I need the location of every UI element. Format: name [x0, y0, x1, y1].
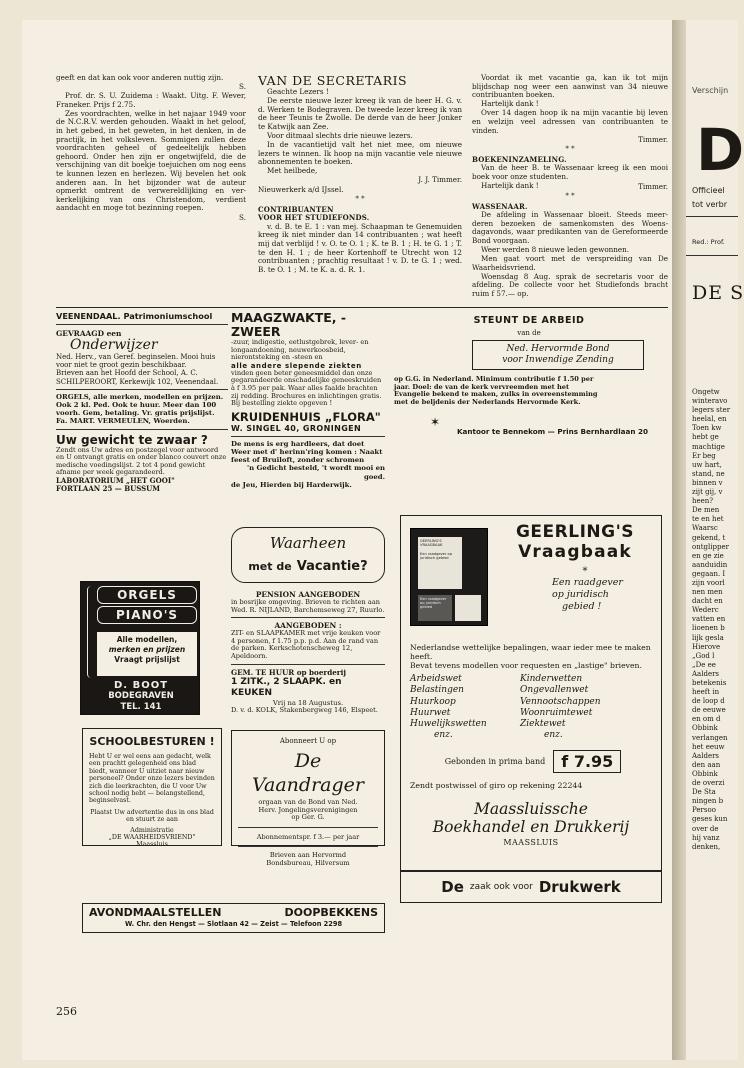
secretaris-para-2: Voor ditmaal slechts drie nieuwe lezers.	[267, 130, 413, 140]
geerling-topic: Huurwet	[410, 707, 451, 718]
steunt-symbol: ✶	[430, 414, 441, 429]
maag-bold: alle andere slepende ziekten	[231, 361, 362, 370]
maag-p2: vinden geen beter geneesmiddel dan onze gegarandeerde onschadelijke geneeskruiden à f 3.95 per pak. Waar alles faalde brachten zij redding. Brochures en inlichtingen gratis. Bij bestelling ziekte opgeven !	[231, 368, 382, 408]
right-rule	[686, 216, 738, 217]
vacantie-l1: Waarheen	[269, 534, 347, 552]
right-text-line: binnen v	[692, 478, 723, 487]
school-head: SCHOOLBESTUREN !	[89, 735, 215, 748]
vaandrager-prijs: Abonnementspr. f 3.— per jaar	[256, 832, 360, 841]
rule	[56, 429, 228, 430]
geerling-zendt: Zendt postwissel of giro op rekening 22244	[410, 780, 583, 790]
right-heading: DE S	[692, 282, 744, 304]
veenendaal-body-2: Brieven aan het Hoofd der School, A. C. SCHILPEROORT, Kerkewijk 102, Veenendaal.	[56, 369, 219, 386]
steunt-bond-box	[472, 340, 644, 370]
right-text-line: legers ster	[692, 406, 731, 415]
rule	[231, 436, 385, 437]
right-text-line: Toen kw	[692, 424, 722, 433]
right-text-line: gegaan. I	[692, 569, 726, 578]
gem-body: D. v. d. KOLK, Stakenbergweg 146, Elspeet.	[231, 705, 378, 714]
geerling-sub-3: gebied !	[562, 601, 602, 612]
right-text-line: betekenis	[692, 679, 727, 687]
right-text-line: winteravo	[692, 397, 728, 406]
boot-city: BODEGRAVEN	[108, 691, 174, 701]
hardleers-p2: 'n Gedicht besteld, 't wordt mooi en goed.	[246, 464, 385, 481]
dank-1: Hartelijk dank !	[481, 99, 539, 109]
studiefonds-heading: VOOR HET STUDIEFONDS.	[258, 213, 370, 223]
section-divider	[56, 307, 668, 308]
boot-name: D. BOOT	[113, 680, 169, 691]
right-text-line: hij vanz	[692, 833, 720, 842]
right-officieel-1: Officieel	[692, 186, 725, 195]
gewicht-head: Uw gewicht te zwaar ?	[56, 432, 208, 447]
right-text-line: Obbink	[692, 769, 718, 778]
boekeninzameling-heading: BOEKENINZAMELING.	[472, 154, 567, 164]
book-tag-text: Een raadgever op juridisch gebied	[420, 597, 447, 609]
geerling-topic: Woonruimtewet	[520, 707, 593, 718]
secretaris-heil: Met heilbede,	[267, 166, 318, 176]
vermeulen-sig: Fa. MART. VERMEULEN, Woerden.	[56, 417, 190, 426]
right-text-line: den aan	[692, 760, 721, 769]
secretaris-para-3: In de vacantietijd valt het niet mee, om nieuwe lezers te winnen. Ik hoop na mijn vacantie vele nieuwe abonnementen te boeken.	[258, 140, 462, 167]
col3-sig-2: Timmer.	[638, 181, 668, 191]
right-text-line: De Sta	[692, 788, 716, 797]
vacantie-l2a: met de	[248, 560, 292, 573]
right-text-line: Aalders	[692, 669, 720, 678]
boot-tel: TEL. 141	[120, 702, 162, 712]
right-text-line: denken,	[692, 842, 721, 851]
boot-ornament	[87, 586, 95, 678]
vaandrager-abonneert: Abonneert U op	[279, 737, 337, 745]
rule	[231, 617, 385, 618]
book-label-small: Een raadgever op juridisch gebied	[420, 551, 452, 561]
right-masthead-letter: D	[696, 116, 744, 184]
pension-head: PENSION AANGEBODEN	[255, 590, 361, 599]
maassluis-city: MAASSLUIS	[503, 838, 559, 847]
right-text-line: zijn voorl	[692, 578, 725, 587]
rule	[56, 324, 228, 325]
gem-date: Vrij na 18 Augustus.	[272, 698, 344, 707]
veenendaal-body: Ned. Herv., van Geref. beginselen. Mooi huis voor niet te groot gezin beschikbaar.	[56, 353, 216, 370]
rule	[56, 389, 228, 390]
steunt-head: STEUNT DE ARBEID	[473, 315, 585, 326]
wassenaar-para-4: Woensdag 8 Aug. sprak de secretaris voor de afdeling. De collecte voor het Studiefonds bracht ruim f 57.— op.	[472, 271, 668, 299]
right-text-line: lioenen b	[692, 624, 725, 633]
right-text-line: vatten en	[692, 615, 726, 624]
school-p2: Plaatst Uw advertentie dus in ons blad en stuurt ze aan	[90, 808, 214, 824]
secretaris-column-cont	[472, 74, 668, 299]
vaandrager-title: De Vaandrager	[252, 750, 364, 797]
geerling-topic: enz.	[544, 730, 563, 741]
school-city: Maassluis	[136, 841, 168, 849]
ad-drukwerk	[400, 871, 662, 903]
right-text-line: Persoo	[692, 806, 716, 815]
wassenaar-para-3: Men gaat voort met de verspreiding van De Waarheidsvriend.	[472, 254, 668, 272]
right-text-line: de loop d	[692, 697, 725, 706]
gem-big: 1 ZITK., 2 SLAAPK. en KEUKEN	[231, 676, 342, 698]
veenendaal-role: Onderwijzer	[70, 337, 158, 353]
geerling-topic: Huurkoop	[410, 696, 456, 707]
right-page-fragment	[686, 20, 744, 1060]
geerling-topic: Belastingen	[410, 685, 464, 696]
secretaris-para-1: De eerste nieuwe lezer kreeg ik van de heer H. G. v. d. Werken te Bodegraven. De tweede lezer kreeg ik van de heer Teunis te Zwolle. De derde van de heer Jonker te Katwijk aan Zee.	[258, 96, 462, 131]
right-text-line: ningen b	[692, 797, 724, 806]
right-text-line: Er beg	[692, 451, 716, 460]
right-text-line: de overzi	[692, 779, 725, 788]
right-text-line: en ge zie	[692, 551, 724, 560]
geerling-gebonden: Gebonden in prima band	[444, 756, 546, 766]
steunt-bond-2: voor Inwendige Zending	[502, 355, 614, 366]
contribuanten-heading: CONTRIBUANTEN	[258, 204, 334, 214]
right-text-line: De men	[692, 506, 720, 515]
hardleers-p3: de Jeu, Hierden bij Harderwijk.	[231, 480, 352, 489]
right-text-line: Aalders	[692, 751, 720, 760]
ad-schoolbesturen	[82, 728, 222, 849]
gewicht-sig-2: FORTLAAN 25 — BUSSUM	[56, 484, 161, 494]
avond-sub: W. Chr. den Hengst — Slotlaan 42 — Zeist — Telefoon 2298	[124, 920, 343, 928]
right-text-line: lijk gesla	[692, 633, 724, 642]
col3-stars-2: * *	[565, 191, 575, 200]
right-text-line: machtige	[692, 442, 725, 451]
right-officieel-2: tot verbr	[692, 200, 728, 209]
right-text-line: verlangen	[692, 733, 728, 742]
secretaris-stars: * *	[355, 194, 365, 203]
pension-body: in bosrijke omgeving. Brieven te richten aan Wed. R. NIJLAND, Barchemseweg 27, Ruurlo.	[231, 598, 385, 614]
right-text-line: ontglipper	[692, 542, 729, 551]
geerling-topic: enz.	[434, 730, 453, 741]
boot-panel	[97, 632, 197, 676]
drukwerk-word: Drukwerk	[538, 878, 621, 896]
right-text-line: hebt ge	[692, 433, 719, 442]
review-para-2: Zes voordrachten, welke in het najaar 1949 voor de N.C.R.V. werden gehouden. Waakt in het geloof, in het gebed, in het geweten, in het denken, in de practijk, in het volksleven. Sommigen zullen deze voordrachten geheel of gedeeltelijk hebben gehoord. Onder hen zijn er ongetwijfeld, die de verschijning van dit boekje toejuichen om nog eens te kunnen lezen en herlezen. Wij bevelen het ook anderen aan. In het bijzonder wat de auteur opmerkt omtrent de verwereldlijking en verkerkelijking van ons Christendom, verdient aandacht en moge tot bezinning roepen.	[56, 108, 246, 213]
gewicht-body: Zendt ons Uw adres en postzegel voor antwoord en U ontvangt gratis en onder blanco couvert onze medische voedingslijst. 2 tot 4 pond gewicht afname per week gegarandeerd.	[56, 445, 227, 477]
secretaris-title: VAN DE SECRETARIS	[258, 73, 408, 88]
right-text-line: de eeuwe	[692, 706, 726, 715]
page-gutter	[672, 20, 686, 1060]
ad-vacantie	[231, 527, 385, 583]
right-text-line: „De ee	[692, 660, 716, 669]
vermeulen-body: ORGELS, alle merken, modellen en prijzen. Ook 2 kl. Ped. Ook te huur. Meer dan 100 voorh. Gem, betaling. Vr. gratis prijslijst.	[56, 392, 224, 418]
aangeboden-body: ZIT- en SLAAPKAMER met vrije keuken voor 4 personen, f 1.75 p.p. p.d. Aan de rand van de parken. Kerkschotenscheweg 12, Apeldoorn.	[231, 629, 381, 660]
geerling-title-2: Vraagbaak	[518, 542, 632, 562]
ad-veenendaal	[56, 311, 228, 493]
rule	[238, 827, 378, 828]
page-number: 256	[56, 1005, 77, 1018]
geerling-p1: Nederlandse wettelijke bepalingen, waar ieder mee te maken heeft.	[410, 643, 651, 661]
geerling-p2: Bevat tevens modellen voor requesten en „lastige" brieven.	[410, 661, 642, 670]
boot-l1: Alle modellen,	[116, 635, 178, 644]
book-cover-image	[410, 528, 488, 626]
secretaris-salute: Geachte Lezers !	[267, 87, 329, 96]
right-rule-2	[686, 255, 738, 256]
gem-head: GEM. TE HUUR op boerderij	[231, 667, 346, 677]
book-label	[418, 537, 462, 589]
right-text-line: zijt gij, v	[692, 488, 723, 497]
geerling-body	[410, 643, 656, 790]
geerling-sub-2: op juridisch	[552, 589, 609, 600]
wassenaar-para-1: De afdeling in Wassenaar bloeit. Steeds meerderen bezoeken de samenkomsten des Woensdagavonds, waar predikanten van de Gereformeerde Bond voorgaan.	[472, 210, 668, 245]
col3-stars-1: * *	[565, 144, 575, 153]
secretaris-column	[258, 74, 462, 275]
geerling-topics-left	[410, 674, 520, 742]
geerling-price: f 7.95	[553, 750, 621, 773]
avond-right: DOOPBEKKENS	[284, 906, 378, 919]
right-text-line: heeft in	[692, 688, 720, 697]
aangeboden-head: AANGEBODEN :	[274, 621, 342, 631]
right-text-line: te en het	[692, 515, 724, 524]
geerling-topic: Huwelijkswetten	[410, 719, 487, 730]
geerling-title-1: GEERLING'S	[515, 522, 635, 542]
boot-orgels-scroll: ORGELS	[97, 586, 197, 604]
right-text-line: Wederc	[692, 606, 719, 615]
right-text-line: Hierove	[692, 642, 721, 651]
maag-addr: W. SINGEL 40, GRONINGEN	[231, 423, 362, 433]
maag-flora: KRUIDENHUIS „FLORA"	[231, 409, 381, 424]
gewicht-sig-1: LABORATORIUM „HET GOOI"	[56, 476, 175, 485]
review-sig-2: S.	[239, 212, 246, 222]
right-text-line: heen?	[692, 497, 714, 506]
school-name: „DE WAARHEIDSVRIEND"	[108, 834, 196, 842]
review-para-1: geeft en dat kan ook voor anderen nuttig zijn.	[56, 73, 224, 82]
adressen-para: Over 14 dagen hoop ik na mijn vacantie bij leven en welzijn veel adressen van contribuanten te vinden.	[472, 108, 668, 135]
school-p1: Hebt U er wel eens aan gedacht, welk een prachtt gelegenheid ons blad biedt, wanneer U uitziet naar nieuw personeel? Onder onze lezers bevinden zich die leerkrachten, die U voor Uw school nodig hebt — belangstellend, beginselvast.	[89, 753, 215, 805]
geerling-star: *	[582, 566, 588, 577]
ad-maagzwakte	[231, 311, 385, 489]
maassluis-name: Maassluissche	[474, 800, 588, 818]
right-text-line: heelal, en	[692, 415, 727, 424]
steunt-body: op G.G. in Nederland. Minimum contributie f 1.50 per jaar. Doel: de van de kerk vervreemden met het Evangelie bekend te maken, zulks in overeenstemming met de beljdenis der Nederlands Hervormde Kerk.	[394, 375, 598, 406]
ad-steunt-de-arbeid	[394, 311, 664, 436]
contribuanten-para: v. d. B. te E. 1 : van mej. Schaapman te Genemuiden kreeg ik niet minder dan 14 contribuanten ; wat heeft mij dat verblijd ! v. O. te O. 1 ; K. te B. 1 ; H. te G. 1 ; T. te den H. 1 ; de heer Kortenhoff te Utrecht won 12 contribuanten ; prachtig resultaat ! v. D. te G. 1 ; wed. B. te O. 1 ; M. te K. a. d. R. 1.	[258, 221, 462, 274]
right-text-line: uw hart,	[692, 460, 722, 469]
dank-2: Hartelijk dank !	[481, 181, 539, 191]
geerling-topic: Vennootschappen	[520, 696, 601, 707]
rule	[238, 846, 378, 847]
geerling-topic: Ziektewet	[520, 719, 566, 730]
right-text-line: het eeuw	[692, 742, 725, 751]
boot-l3: Vraagt prijslijst	[114, 655, 180, 664]
steunt-vande: van de	[517, 329, 541, 337]
geerling-sub-1: Een raadgever	[552, 577, 623, 588]
veenendaal-head: VEENENDAAL. Patrimoniumschool	[56, 311, 213, 321]
veenendaal-gevraagd: GEVRAAGD een	[56, 329, 122, 338]
vaandrager-brieven: Brieven aan Hervormd Bondsbureau, Hilversum	[266, 851, 350, 867]
ad-pension	[231, 590, 385, 714]
maag-head: MAAGZWAKTE, -ZWEER	[231, 310, 347, 339]
secretaris-place: Nieuwerkerk a/d IJssel.	[258, 184, 344, 194]
ad-vaandrager	[231, 730, 385, 867]
ad-boot-orgels	[80, 581, 200, 715]
right-text-line: stand, ne	[692, 469, 725, 478]
right-text-line: nen men	[692, 588, 723, 597]
avond-left: AVONDMAALSTELLEN	[89, 906, 222, 919]
right-text-line: gekend, t	[692, 533, 726, 542]
right-text-line: dacht en	[692, 597, 723, 606]
ad-avondmaalstellen	[82, 903, 385, 933]
vacantie-para: Voordat ik met vacantie ga, kan ik tot mijn blijdschap nog weer een aanwinst van 34 nieuwe contribuanten boeken.	[472, 73, 668, 100]
steunt-kantoor: Kantoor te Bennekom — Prins Bernhardlaan 20	[456, 426, 648, 436]
right-text-line: „God l	[692, 651, 715, 660]
geerling-topic: Arbeidswet	[410, 674, 462, 684]
hardleers-p1: De mens is erg hardleers, dat doet Weer met d' herinn'ring komen : Naakt feest of Bruiloft, zonder schromen	[231, 439, 383, 465]
steunt-bond-1: Ned. Hervormde Bond	[506, 344, 610, 355]
review-sig-1: S.	[239, 82, 246, 92]
right-text-line: geses kun	[692, 815, 728, 824]
school-admin: Administratie	[130, 826, 174, 834]
review-column	[56, 74, 246, 223]
vaandrager-body: orgaan van de Bond van Ned. Herv. Jongelingsverenigingen op Ger. G.	[258, 798, 358, 822]
right-text-column	[692, 388, 730, 852]
wassenaar-heading: WASSENAAR.	[472, 201, 528, 211]
right-text-line: Waarsc	[692, 524, 718, 533]
right-red: Red.: Prof.	[692, 238, 725, 246]
geerling-price-row	[410, 750, 656, 773]
secretaris-sig: J. J. Timmer.	[418, 175, 462, 185]
right-text-line: over de	[692, 824, 719, 833]
geerling-topic: Ongevallenwet	[520, 685, 589, 696]
wassenaar-para-2: Weer werden 8 nieuwe leden gewonnen.	[481, 245, 630, 255]
rule	[231, 664, 385, 665]
book-label-text: GEERLING'S VRAAGBAAK	[420, 539, 443, 548]
book-tag	[418, 595, 452, 621]
boot-pianos-scroll: PIANO'S	[97, 606, 197, 624]
maassluis-boekhandel: Boekhandel en Drukkerij	[432, 818, 630, 836]
geerling-title-block	[500, 522, 650, 613]
drukwerk-zaak: zaak ook voor	[469, 882, 533, 892]
vacantie-l2b: Vacantie?	[296, 559, 368, 574]
drukwerk-de: De	[441, 878, 464, 896]
geerling-topics-right	[520, 674, 650, 742]
geerling-topics	[410, 674, 656, 742]
maag-p1: -zuur, indigestie, eetlustgebrek, lever- en longaandoening, neuwerkoosbeid, nierontsteking en -steen en	[231, 338, 369, 362]
maassluis-block	[400, 800, 662, 860]
boekeninzameling-para: Van de heer B. te Wassenaar kreeg ik een mooi boek voor onze studenten.	[472, 163, 668, 181]
review-title: Prof. dr. S. U. Zuidema : Waakt. Uitg. F. Wever, Franeker. Prijs f 2.75.	[56, 91, 246, 109]
right-text-line: aanduidin	[692, 560, 728, 569]
right-text-line: en om d	[692, 715, 721, 724]
right-verschijnt: Verschijn	[692, 86, 729, 95]
right-text-line: Obbink	[692, 724, 718, 733]
book-logo-block	[455, 595, 481, 621]
boot-l2: merken en prijzen	[108, 645, 186, 654]
geerling-topic: Kinderwetten	[520, 674, 583, 684]
right-text-line: Ongetw	[692, 388, 720, 396]
col3-sig-1: Timmer.	[638, 134, 668, 144]
